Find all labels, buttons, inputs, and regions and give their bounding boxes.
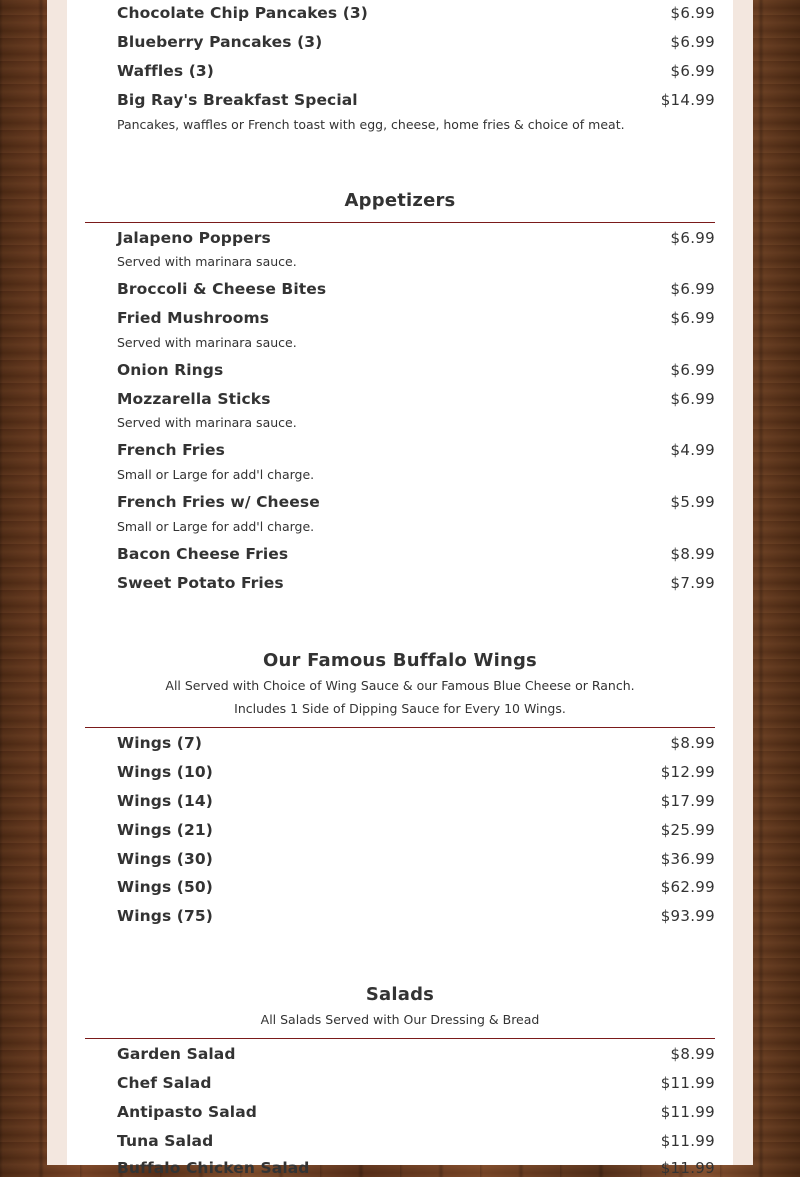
menu-item-name: Chef Salad [117, 1074, 212, 1092]
menu-item-name: Wings (10) [117, 763, 213, 781]
menu-item [117, 1132, 715, 1150]
menu-item [117, 1103, 715, 1121]
menu-item-price: $6.99 [670, 33, 715, 51]
menu-item [117, 792, 715, 810]
menu-item-name: Mozzarella Sticks [117, 390, 271, 408]
menu-item [117, 493, 715, 511]
menu-item-name: Blueberry Pancakes (3) [117, 33, 323, 51]
menu-item-price: $11.99 [660, 1132, 715, 1150]
menu-item-description: Served with marinara sauce. [117, 254, 297, 269]
menu-item-price: $11.99 [660, 1159, 715, 1177]
menu-item [117, 1045, 715, 1063]
menu-item [117, 441, 715, 459]
menu-item-price: $36.99 [660, 850, 715, 868]
section-divider [85, 727, 715, 728]
section-title-wings: Our Famous Buffalo Wings [263, 650, 537, 671]
menu-item-price: $11.99 [660, 1074, 715, 1092]
menu-item-name: Jalapeno Poppers [117, 229, 271, 247]
menu-item-name: Buffalo Chicken Salad [117, 1159, 310, 1177]
menu-item-price: $8.99 [670, 734, 715, 752]
section-divider [85, 222, 715, 223]
menu-item-name: Wings (30) [117, 850, 213, 868]
section-subtitle: All Served with Choice of Wing Sauce & our Famous Blue Cheese or Ranch. [165, 678, 635, 693]
menu-item-name: Tuna Salad [117, 1132, 214, 1150]
menu-item-price: $17.99 [660, 792, 715, 810]
menu-item-price: $6.99 [670, 62, 715, 80]
menu-item-name: French Fries w/ Cheese [117, 493, 320, 511]
menu-item-price: $12.99 [660, 763, 715, 781]
menu-item [117, 1074, 715, 1092]
menu-item-name: Fried Mushrooms [117, 309, 270, 327]
section-divider [85, 1038, 715, 1039]
menu-item-description: Served with marinara sauce. [117, 335, 297, 350]
menu-item [117, 850, 715, 868]
menu-item-name: French Fries [117, 441, 225, 459]
menu-item-description: Small or Large for add'l charge. [117, 519, 315, 534]
section-subtitle: All Salads Served with Our Dressing & Bread [260, 1012, 540, 1027]
menu-item-price: $25.99 [660, 821, 715, 839]
menu-item-name: Sweet Potato Fries [117, 574, 284, 592]
menu-item [117, 361, 715, 379]
menu-item-name: Wings (50) [117, 878, 213, 896]
menu-item-price: $93.99 [660, 907, 715, 925]
menu-item [117, 91, 715, 109]
menu-item [117, 4, 715, 22]
menu-item-name: Wings (21) [117, 821, 213, 839]
menu-item-price: $6.99 [670, 280, 715, 298]
menu-item [117, 33, 715, 51]
menu-item-price: $8.99 [670, 1045, 715, 1063]
menu-item-name: Broccoli & Cheese Bites [117, 280, 327, 298]
section-subtitle: Includes 1 Side of Dipping Sauce for Every 10 Wings. [234, 701, 566, 716]
menu-item-description: Pancakes, waffles or French toast with egg, cheese, home fries & choice of meat. [117, 117, 625, 132]
menu-item-price: $5.99 [670, 493, 715, 511]
menu-item-price: $6.99 [670, 390, 715, 408]
menu-item-name: Antipasto Salad [117, 1103, 257, 1121]
menu-item [117, 821, 715, 839]
menu-item-price: $14.99 [660, 91, 715, 109]
menu-item-price: $7.99 [670, 574, 715, 592]
menu-item-price: $6.99 [670, 309, 715, 327]
menu-item [117, 574, 715, 592]
menu-item-name: Big Ray's Breakfast Special [117, 91, 358, 109]
menu-item [117, 907, 715, 925]
menu-item-name: Onion Rings [117, 361, 224, 379]
menu-item-name: Wings (7) [117, 734, 203, 752]
menu-item [117, 1159, 715, 1177]
menu-item [117, 734, 715, 752]
menu-item-price: $11.99 [660, 1103, 715, 1121]
menu-item-name: Waffles (3) [117, 62, 214, 80]
menu-item-price: $6.99 [670, 229, 715, 247]
menu-item-name: Chocolate Chip Pancakes (3) [117, 4, 368, 22]
menu-item-price: $62.99 [660, 878, 715, 896]
menu-item-price: $6.99 [670, 361, 715, 379]
menu-item [117, 309, 715, 327]
menu-item [117, 280, 715, 298]
menu-item [117, 878, 715, 896]
menu-item-description: Served with marinara sauce. [117, 415, 297, 430]
menu-item-name: Garden Salad [117, 1045, 236, 1063]
menu-item [117, 229, 715, 247]
section-title-salads: Salads [365, 984, 435, 1005]
menu-item-name: Wings (14) [117, 792, 213, 810]
section-title-appetizers: Appetizers [344, 190, 456, 211]
menu-item-description: Small or Large for add'l charge. [117, 467, 315, 482]
menu-item [117, 62, 715, 80]
menu-item-price: $4.99 [670, 441, 715, 459]
menu-item-price: $6.99 [670, 4, 715, 22]
menu-item [117, 763, 715, 781]
menu-item-name: Bacon Cheese Fries [117, 545, 289, 563]
menu-item-price: $8.99 [670, 545, 715, 563]
menu-item [117, 545, 715, 563]
menu-item-name: Wings (75) [117, 907, 213, 925]
menu-item [117, 390, 715, 408]
